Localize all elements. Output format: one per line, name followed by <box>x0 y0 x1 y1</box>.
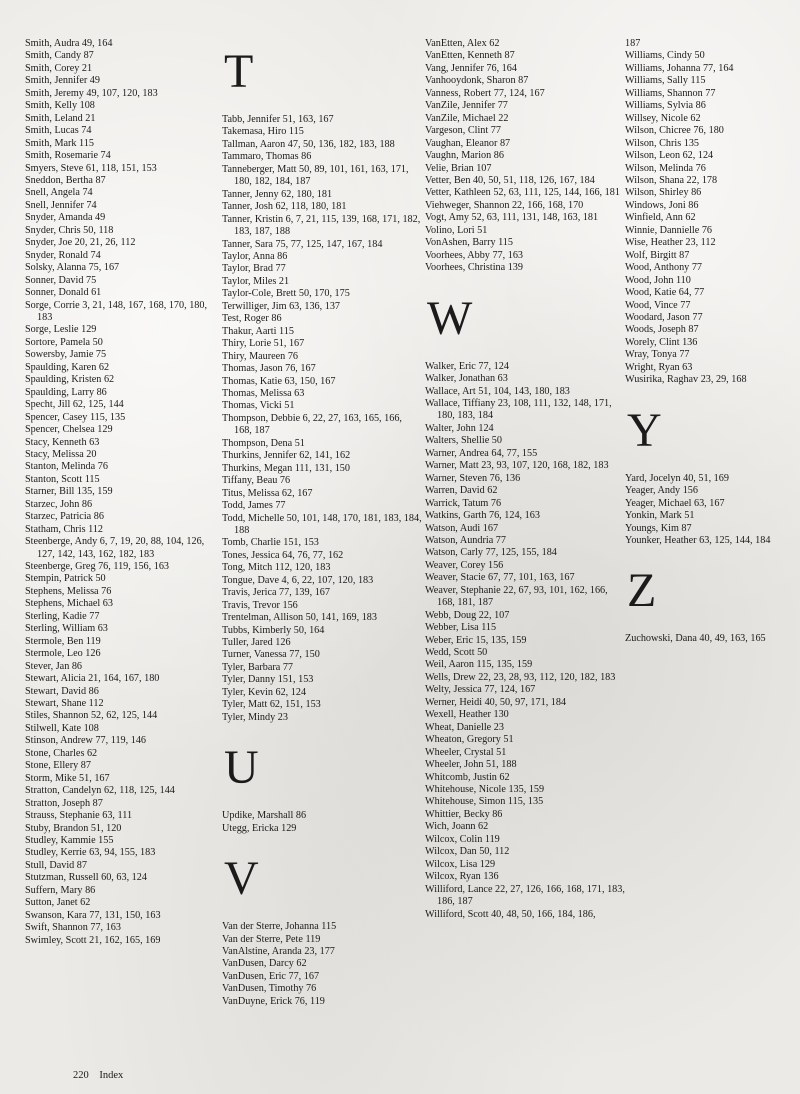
index-entry: Yeager, Andy 156 <box>625 485 698 497</box>
section-letter-w: W <box>427 291 473 345</box>
index-entry: Williams, Sylvia 86 <box>625 100 706 112</box>
footer-label: Index <box>99 1070 124 1081</box>
index-entry: Wright, Ryan 63 <box>625 361 693 373</box>
index-entry: Starzec, Patricia 86 <box>25 511 104 523</box>
index-entry: Todd, Michelle 50, 101, 148, 170, 181, 183, 184, 188 <box>222 512 422 536</box>
index-entry: Woods, Joseph 87 <box>625 324 699 336</box>
index-entry: Weil, Aaron 115, 135, 159 <box>425 659 533 671</box>
index-entry: Updike, Marshall 86 <box>222 810 307 822</box>
index-entry: Sneddon, Bertha 87 <box>25 174 106 186</box>
index-entry: Windows, Joni 86 <box>625 199 699 211</box>
index-entry: Wusirika, Raghav 23, 29, 168 <box>625 374 747 386</box>
index-entry: Tyler, Barbara 77 <box>222 661 294 673</box>
index-entry: Willsey, Nicole 62 <box>625 112 701 124</box>
index-entry: Thomas, Jason 76, 167 <box>222 363 316 375</box>
index-entry: Viehweger, Shannon 22, 166, 168, 170 <box>425 199 584 211</box>
index-entry: Stull, David 87 <box>25 859 87 871</box>
index-entry: Tomb, Charlie 151, 153 <box>222 537 319 549</box>
index-entry: Wells, Drew 22, 23, 28, 93, 112, 120, 182, 183 <box>425 671 616 683</box>
index-entry: Yonkin, Mark 51 <box>625 510 695 522</box>
index-entry: Test, Roger 86 <box>222 313 282 325</box>
index-entry: Stephens, Michael 63 <box>25 598 113 610</box>
index-entry: Watkins, Garth 76, 124, 163 <box>425 510 540 522</box>
index-entry: Wilcox, Ryan 136 <box>425 871 499 883</box>
index-entry: Wedd, Scott 50 <box>425 647 488 659</box>
index-entry: Wilson, Chicree 76, 180 <box>625 125 724 137</box>
index-entry: Specht, Jill 62, 125, 144 <box>25 399 124 411</box>
index-entry: Snyder, Chris 50, 118 <box>25 224 114 236</box>
index-entry: Tyler, Danny 151, 153 <box>222 674 314 686</box>
index-entry: Winnie, Dannielle 76 <box>625 224 713 236</box>
index-entry: Warner, Matt 23, 93, 107, 120, 168, 182, 183 <box>425 460 609 472</box>
index-entry: Spencer, Casey 115, 135 <box>25 411 126 423</box>
index-entry: Tuller, Jared 126 <box>222 637 291 649</box>
index-entry: Snell, Jennifer 74 <box>25 199 97 211</box>
index-entry: Smith, Rosemarie 74 <box>25 150 111 162</box>
index-entry: Tyler, Mindy 23 <box>222 711 288 723</box>
index-entry: Smith, Corey 21 <box>25 62 93 74</box>
index-entry: Tabb, Jennifer 51, 163, 167 <box>222 114 334 125</box>
index-entry: Smyers, Steve 61, 118, 151, 153 <box>25 162 157 174</box>
index-entry: Yard, Jocelyn 40, 51, 169 <box>625 472 729 484</box>
page-footer <box>73 1070 131 1082</box>
index-entry: VanAlstine, Aranda 23, 177 <box>222 946 335 958</box>
index-entry: Wallace, Art 51, 104, 143, 180, 183 <box>425 385 570 397</box>
index-entry: Wood, Katie 64, 77 <box>625 287 705 299</box>
index-entry: Sortore, Pamela 50 <box>25 336 103 348</box>
index-entry: Weber, Eric 15, 135, 159 <box>425 634 527 646</box>
index-entry: Sonner, Donald 61 <box>25 287 102 299</box>
section-letter-z: Z <box>627 564 657 618</box>
index-entry: Williams, Sally 115 <box>625 75 706 87</box>
index-entry: Vogt, Amy 52, 63, 111, 131, 148, 163, 181 <box>425 212 599 224</box>
index-entry: Snyder, Amanda 49 <box>25 212 106 224</box>
index-entry: Watson, Aundria 77 <box>425 534 506 546</box>
index-entry: Woodard, Jason 77 <box>625 311 703 323</box>
index-entry: Wilson, Shirley 86 <box>625 187 702 199</box>
index-entry: Titus, Melissa 62, 167 <box>222 487 313 499</box>
index-entry: Smith, Audra 49, 164 <box>25 38 113 49</box>
index-entry: Williford, Lance 22, 27, 126, 166, 168, 171, 183, 186, 187 <box>425 883 625 908</box>
index-entry: Worely, Clint 136 <box>625 336 698 348</box>
index-entry: Weaver, Stephanie 22, 67, 93, 101, 162, 166, 168, 181, 187 <box>425 584 608 609</box>
index-entry: Watson, Audi 167 <box>425 522 499 534</box>
index-entry: Wallace, Tiffiany 23, 108, 111, 132, 148, 171, 180, 183, 184 <box>425 397 612 422</box>
index-entry: Wilcox, Dan 50, 112 <box>425 846 510 858</box>
index-entry: Stiles, Shannon 52, 62, 125, 144 <box>25 710 158 722</box>
index-entry: Velie, Brian 107 <box>425 162 492 174</box>
index-entry: Thakur, Aarti 115 <box>222 325 294 337</box>
index-entry: Studley, Kerrie 63, 94, 155, 183 <box>25 847 156 859</box>
index-entry: Travis, Trevor 156 <box>222 599 298 611</box>
index-entry: Sutton, Janet 62 <box>25 897 91 909</box>
index-entry: Thomas, Melissa 63 <box>222 387 305 399</box>
index-entry: Warner, Andrea 64, 77, 155 <box>425 447 538 459</box>
index-entry: Tanneberger, Matt 50, 89, 101, 161, 163, 171, 180, 182, 184, 187 <box>222 163 409 188</box>
index-entry: Todd, James 77 <box>222 500 286 512</box>
index-entry: Vetter, Ben 40, 50, 51, 118, 126, 167, 184 <box>425 174 595 186</box>
index-entry: Tong, Mitch 112, 120, 183 <box>222 562 331 574</box>
index-entry: Spencer, Chelsea 129 <box>25 424 113 436</box>
index-entry: Stewart, Alicia 21, 164, 167, 180 <box>25 673 160 685</box>
index-entry: Smith, Mark 115 <box>25 137 94 149</box>
index-entry: Williams, Shannon 77 <box>625 87 716 99</box>
index-entry: Smith, Kelly 108 <box>25 100 95 112</box>
index-entry: VanDusen, Timothy 76 <box>222 983 317 995</box>
index-entry: Vaughn, Marion 86 <box>425 150 504 162</box>
index-entry: Whitcomb, Justin 62 <box>425 771 510 783</box>
index-entry: Sorge, Leslie 129 <box>25 324 97 336</box>
index-entry: Van der Sterre, Johanna 115 <box>222 921 337 933</box>
index-entry: Takemasa, Hiro 115 <box>222 126 304 138</box>
index-entry: Walters, Shellie 50 <box>425 435 502 447</box>
index-entry: Walker, Jonathan 63 <box>425 373 508 385</box>
index-entry: Wood, Vince 77 <box>625 299 691 311</box>
section-letter-t: T <box>224 45 254 98</box>
index-entry: Wilson, Melinda 76 <box>625 162 706 174</box>
index-entry: Sterling, William 63 <box>25 623 108 635</box>
index-entry: Solsky, Alanna 75, 167 <box>25 262 120 274</box>
index-entry: Smith, Lucas 74 <box>25 125 92 137</box>
index-entry: Sorge, Corrie 3, 21, 148, 167, 168, 170, 180, 183 <box>25 299 208 323</box>
index-entry: Studley, Kammie 155 <box>25 835 114 846</box>
index-entry: Starzec, John 86 <box>25 498 93 510</box>
index-entry: Swanson, Kara 77, 131, 150, 163 <box>25 909 161 921</box>
index-entry: Stacy, Kenneth 63 <box>25 436 100 448</box>
index-entry: Spaulding, Larry 86 <box>25 386 107 398</box>
page-number: 220 <box>73 1070 89 1081</box>
index-entry: Thomas, Katie 63, 150, 167 <box>222 375 336 387</box>
index-entry: Tanner, Josh 62, 118, 180, 181 <box>222 201 347 213</box>
index-entry: Wood, John 110 <box>625 274 691 286</box>
index-entry: Stratton, Joseph 87 <box>25 797 103 809</box>
index-entry: Vang, Jennifer 76, 164 <box>425 62 517 74</box>
index-entry: Wilson, Shana 22, 178 <box>625 174 718 186</box>
index-entry: Stephens, Melissa 76 <box>25 585 112 597</box>
index-column-2 <box>222 38 422 1008</box>
index-entry: Smith, Leland 21 <box>25 112 96 124</box>
index-entry: Tallman, Aaron 47, 50, 136, 182, 183, 188 <box>222 138 395 150</box>
index-entry: Welty, Jessica 77, 124, 167 <box>425 684 536 696</box>
index-entry: Wheaton, Gregory 51 <box>425 734 514 746</box>
index-entry: Stewart, Shane 112 <box>25 698 104 710</box>
index-entry: Youngs, Kim 87 <box>625 522 692 534</box>
index-entry: Sowersby, Jamie 75 <box>25 349 107 361</box>
index-entry: Warner, Steven 76, 136 <box>425 472 521 484</box>
index-entry: Stinson, Andrew 77, 119, 146 <box>25 735 147 747</box>
index-entry: Thurkins, Megan 111, 131, 150 <box>222 462 350 474</box>
index-entry: Tammaro, Thomas 86 <box>222 151 312 163</box>
index-entry: Terwilliger, Jim 63, 136, 137 <box>222 300 341 312</box>
index-entry: Williams, Cindy 50 <box>625 50 705 62</box>
index-entry: Steenberge, Greg 76, 119, 156, 163 <box>25 561 170 573</box>
index-entry: Wolf, Birgitt 87 <box>625 249 690 261</box>
index-entry: Walker, Eric 77, 124 <box>425 360 509 372</box>
index-entry: Wich, Joann 62 <box>425 821 489 833</box>
index-entry: Stuby, Brandon 51, 120 <box>25 822 122 834</box>
index-entry: Tanner, Kristin 6, 7, 21, 115, 139, 168, 171, 182, 183, 187, 188 <box>222 213 421 238</box>
index-entry: Vanhooydonk, Sharon 87 <box>425 75 529 87</box>
index-entry: Stermole, Leo 126 <box>25 648 101 660</box>
index-entry: Tyler, Matt 62, 151, 153 <box>222 699 321 711</box>
index-entry: Winfield, Ann 62 <box>625 212 696 224</box>
index-entry: VanDuyne, Erick 76, 119 <box>222 995 325 1007</box>
index-entry: Taylor, Miles 21 <box>222 275 290 287</box>
index-entry: Utegg, Ericka 129 <box>222 822 297 834</box>
index-entry: Swift, Shannon 77, 163 <box>25 922 121 934</box>
index-entry: Stermole, Ben 119 <box>25 635 101 647</box>
index-entry: Thompson, Debbie 6, 22, 27, 163, 165, 166, 168, 187 <box>222 412 402 437</box>
index-entry: Strauss, Stephanie 63, 111 <box>25 810 133 822</box>
index-entry: Yeager, Michael 63, 167 <box>625 497 725 509</box>
index-entry: Starner, Bill 135, 159 <box>25 486 113 498</box>
index-entry: Thomas, Vicki 51 <box>222 400 295 412</box>
index-entry: Van der Sterre, Pete 119 <box>222 933 321 945</box>
index-entry: Vetter, Kathleen 52, 63, 111, 125, 144, 166, 181 <box>425 187 620 199</box>
index-column-1 <box>25 38 215 947</box>
index-entry: Thompson, Dena 51 <box>222 437 305 449</box>
index-entry: Wilcox, Lisa 129 <box>425 858 496 870</box>
index-entry: Webber, Lisa 115 <box>425 622 497 634</box>
index-entry: Smith, Jeremy 49, 107, 120, 183 <box>25 87 158 99</box>
index-entry: Wilson, Chris 135 <box>625 137 700 149</box>
index-entry: Stever, Jan 86 <box>25 660 83 672</box>
index-entry: VanZile, Jennifer 77 <box>425 100 508 112</box>
index-entry: Travis, Jerica 77, 139, 167 <box>222 587 330 599</box>
index-entry: Tyler, Kevin 62, 124 <box>222 686 307 698</box>
index-entry: Wheeler, John 51, 188 <box>425 759 517 771</box>
index-entry: Thurkins, Jennifer 62, 141, 162 <box>222 450 351 462</box>
index-entry: Wheeler, Crystal 51 <box>425 746 507 758</box>
index-entry: Steenberge, Andy 6, 7, 19, 20, 88, 104, 126, 127, 142, 143, 162, 182, 183 <box>25 536 205 560</box>
index-entry: Stanton, Melinda 76 <box>25 461 108 473</box>
index-entry: Wray, Tonya 77 <box>625 349 690 361</box>
index-entry: Voorhees, Christina 139 <box>425 262 523 274</box>
index-entry: VonAshen, Barry 115 <box>425 237 513 249</box>
index-entry: Weaver, Corey 156 <box>425 559 504 571</box>
index-entry: Zuchowski, Dana 40, 49, 163, 165 <box>625 633 766 645</box>
index-entry: VanDusen, Darcy 62 <box>222 958 307 970</box>
index-entry: Vaughan, Eleanor 87 <box>425 137 511 149</box>
index-entry: Tubbs, Kimberly 50, 164 <box>222 624 325 636</box>
index-entry: Wise, Heather 23, 112 <box>625 237 716 249</box>
index-entry: Stanton, Scott 115 <box>25 473 100 485</box>
index-column-3 <box>425 38 625 921</box>
index-entry: VanDusen, Eric 77, 167 <box>222 970 320 982</box>
index-entry: Williford, Scott 40, 48, 50, 166, 184, 186, <box>425 908 596 920</box>
index-entry: Suffern, Mary 86 <box>25 884 96 896</box>
index-entry: Stone, Charles 62 <box>25 747 98 759</box>
index-entry: Vanness, Robert 77, 124, 167 <box>425 87 545 99</box>
index-column-4 <box>625 38 800 646</box>
index-entry: Turner, Vanessa 77, 150 <box>222 649 320 661</box>
index-entry: Voorhees, Abby 77, 163 <box>425 249 524 261</box>
index-entry: Wilson, Leon 62, 124 <box>625 150 714 162</box>
index-entry: Smith, Jennifer 49 <box>25 75 100 87</box>
index-entry: VanZile, Michael 22 <box>425 112 509 124</box>
index-entry: Wood, Anthony 77 <box>625 262 703 274</box>
index-entry: Whitehouse, Simon 115, 135 <box>425 796 544 808</box>
index-entry: Warrick, Tatum 76 <box>425 497 502 509</box>
index-entry: Stratton, Candelyn 62, 118, 125, 144 <box>25 785 175 797</box>
section-letter-y: Y <box>627 403 662 457</box>
index-entry: Whittier, Becky 86 <box>425 808 503 820</box>
index-entry: Thiry, Lorie 51, 167 <box>222 338 305 350</box>
index-entry: Webb, Doug 22, 107 <box>425 609 510 621</box>
index-entry: Spaulding, Kristen 62 <box>25 374 115 386</box>
index-entry: Whitehouse, Nicole 135, 159 <box>425 784 545 796</box>
index-entry: Stone, Ellery 87 <box>25 760 91 772</box>
index-entry: Tiffany, Beau 76 <box>222 475 291 487</box>
index-entry: Volino, Lori 51 <box>425 224 488 236</box>
index-entry: Walter, John 124 <box>425 422 494 434</box>
index-entry: Snyder, Joe 20, 21, 26, 112 <box>25 237 136 249</box>
index-entry: Stutzman, Russell 60, 63, 124 <box>25 872 147 884</box>
index-entry: Statham, Chris 112 <box>25 523 104 535</box>
index-entry: Swimley, Scott 21, 162, 165, 169 <box>25 934 161 946</box>
index-entry: Snell, Angela 74 <box>25 187 93 199</box>
index-entry: Tones, Jessica 64, 76, 77, 162 <box>222 549 344 561</box>
index-entry: Watson, Carly 77, 125, 155, 184 <box>425 547 557 559</box>
index-entry: Taylor, Anna 86 <box>222 250 288 262</box>
index-entry: Tongue, Dave 4, 6, 22, 107, 120, 183 <box>222 574 374 586</box>
index-entry: Taylor-Cole, Brett 50, 170, 175 <box>222 288 350 300</box>
index-entry: VanEtten, Alex 62 <box>425 38 500 49</box>
index-entry: Snyder, Ronald 74 <box>25 249 101 261</box>
index-entry: Spaulding, Karen 62 <box>25 361 110 373</box>
section-letter-u: U <box>224 741 259 795</box>
index-entry: Smith, Candy 87 <box>25 50 94 62</box>
index-entry: 187 <box>625 38 641 49</box>
index-entry: Weaver, Stacie 67, 77, 101, 163, 167 <box>425 572 575 584</box>
index-entry: Wheat, Danielle 23 <box>425 721 504 733</box>
index-entry: Taylor, Brad 77 <box>222 263 286 275</box>
index-entry: Stacy, Melissa 20 <box>25 448 97 460</box>
index-entry: Vargeson, Clint 77 <box>425 125 501 137</box>
index-entry: Williams, Johanna 77, 164 <box>625 62 734 74</box>
index-entry: Stilwell, Kate 108 <box>25 722 99 734</box>
index-entry: Stewart, David 86 <box>25 685 99 697</box>
index-entry: Storm, Mike 51, 167 <box>25 772 110 784</box>
section-letter-v: V <box>224 852 259 906</box>
index-entry: Warren, David 62 <box>425 485 498 497</box>
index-entry: Sterling, Kadie 77 <box>25 610 100 622</box>
index-entry: Tanner, Sara 75, 77, 125, 147, 167, 184 <box>222 238 383 250</box>
index-entry: Trentelman, Allison 50, 141, 169, 183 <box>222 612 377 624</box>
index-entry: Tanner, Jenny 62, 180, 181 <box>222 188 333 200</box>
index-entry: Wexell, Heather 130 <box>425 709 509 721</box>
index-entry: Younker, Heather 63, 125, 144, 184 <box>625 534 771 546</box>
index-entry: Stempin, Patrick 50 <box>25 573 106 585</box>
index-entry: Werner, Heidi 40, 50, 97, 171, 184 <box>425 696 567 708</box>
index-entry: Sonner, David 75 <box>25 274 97 286</box>
index-entry: VanEtten, Kenneth 87 <box>425 50 515 62</box>
index-entry: Thiry, Maureen 76 <box>222 350 299 362</box>
index-entry: Wilcox, Colin 119 <box>425 833 500 845</box>
